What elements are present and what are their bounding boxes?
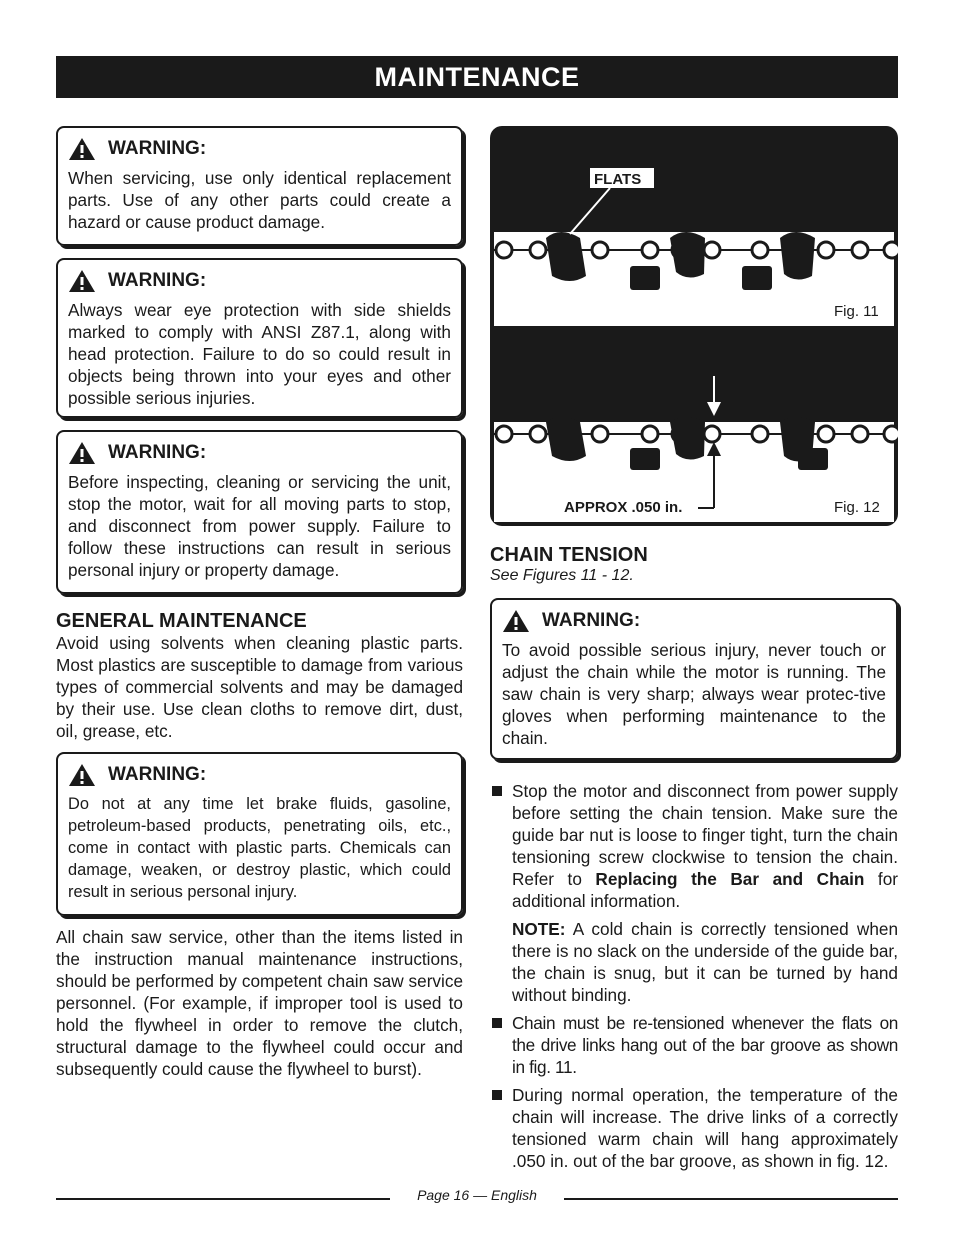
footer-page-text: Page 16 — English [417,1187,537,1203]
chain-tension-section [490,544,898,586]
note: NOTE: A cold chain is correctly tensioned when there is no slack on the underside of the guide bar, the chain is snug, but it can be turned by hand without binding. [512,919,898,1005]
warning-triangle-icon [68,441,96,465]
section-header: MAINTENANCE [56,56,898,98]
warning-triangle-icon [68,763,96,787]
warning-text: Do not at any time let brake fluids, gasoline, petroleum-based products, penetrating oils, etc., come in contact with plastic parts. Chemicals can damage, weaken, or destroy plastic, which could result in serious personal injury. [68,795,451,901]
fig11-label: Fig. 11 [834,303,879,320]
warning-box-eye-protection [56,258,463,418]
general-maintenance-heading: GENERAL MAINTENANCE [56,610,307,632]
warning-text: To avoid possible serious injury, never touch or adjust the chain while the motor is running. The saw chain is very sharp; always wear protec-tive gloves when performing maintenance to the chain. [502,640,886,748]
list-item: Stop the motor and disconnect from power supply before setting the chain tension. Make sure the guide bar nut is loose to finger tight, turn the chain tensioning screw clockwise to tension the chain. Refer to Replacing the Bar and Chain for additional information. [490,780,898,912]
list-item: During normal operation, the temperature of the chain will increase. The drive links of a correctly tensioned warm chain will hang approximately .050 in. out of the bar groove, as shown in fig. 12. [490,1084,898,1172]
chain-illustration [490,126,898,526]
chain-tension-heading: CHAIN TENSION [490,544,648,566]
warning-title: WARNING: [108,442,207,463]
warning-box-chain [490,598,898,760]
chain-tension-subheading: See Figures 11 - 12. [490,567,634,584]
warning-title: WARNING: [108,270,207,291]
chain-tension-list-2 [490,1012,898,1172]
warning-box-inspecting [56,430,463,594]
chain-tension-list [490,780,898,912]
page-footer [56,1187,898,1207]
left-column [56,126,463,1080]
service-personnel-text: All chain saw service, other than the items listed in the instruction manual maintenance instructions, should be performed by competent chain saw service personnel. (For example, if improper tool is used to hold the flywheel in order to remove the clutch, structural damage to the flywheel could occur and subsequently could cause the flywheel to burst). [56,927,463,1079]
warning-title: WARNING: [108,138,207,159]
fig12-label: Fig. 12 [834,499,880,516]
warning-title: WARNING: [542,610,641,631]
general-maintenance-section [56,610,463,742]
approx-label: APPROX .050 in. [564,499,683,516]
warning-box-replacement-parts [56,126,463,246]
flats-label: FLATS [594,171,642,188]
warning-text: Before inspecting, cleaning or servicing the unit, stop the motor, wait for all moving parts to stop, and disconnect from power supply. Failure to follow these instructions can result in serious personal injury or property damage. [68,472,451,580]
list-item: Chain must be re-tensioned whenever the flats on the drive links hang out of the bar groove as shown in fig. 11. [490,1012,898,1078]
warning-triangle-icon [68,269,96,293]
right-column [490,126,898,1172]
warning-title: WARNING: [108,764,207,785]
warning-text: Always wear eye protection with side shields marked to comply with ANSI Z87.1, along with head protection. Failure to do so could result in objects being thrown into your eyes and other possible serious injuries. [68,300,451,408]
warning-triangle-icon [68,137,96,161]
general-maintenance-text: Avoid using solvents when cleaning plastic parts. Most plastics are susceptible to damage from various types of commercial solvents and may be damaged by their use. Use clean cloths to remove dirt, dust, oil, grease, etc. [56,633,463,741]
footer-rule-right [564,1198,898,1200]
warning-triangle-icon [502,609,530,633]
warning-text: When servicing, use only identical replacement parts. Use of any other parts could create a hazard or cause product damage. [68,168,451,232]
chain-figures [490,126,898,526]
warning-box-chemicals [56,752,463,916]
